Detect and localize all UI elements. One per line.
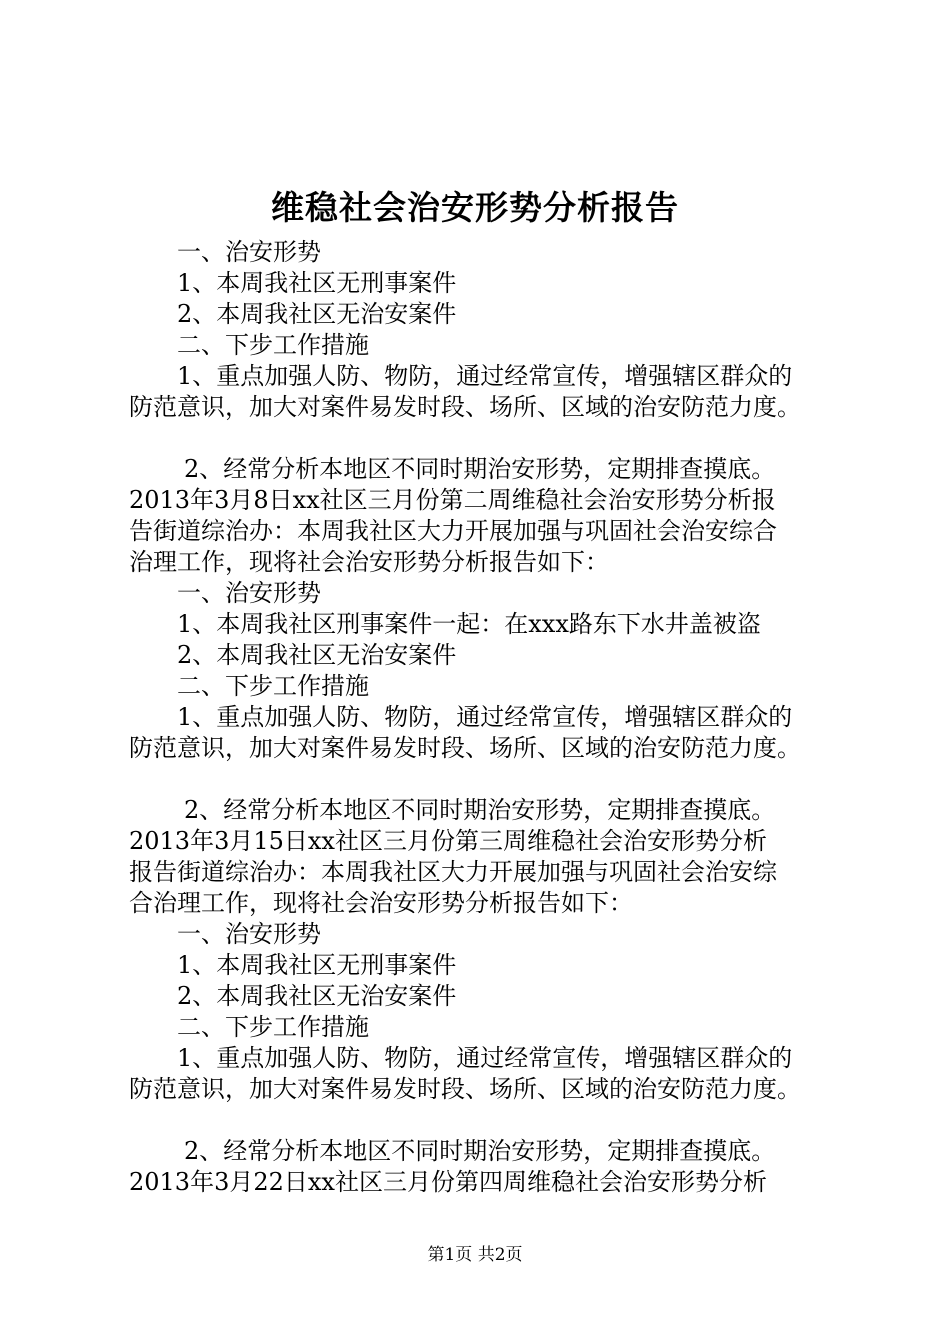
paragraph-line: 2、经常分析本地区不同时期治安形势，定期排查摸底。 (184, 796, 776, 824)
paragraph-line: 2、经常分析本地区不同时期治安形势，定期排查摸底。 (184, 1137, 776, 1165)
paragraph-line: 合治理工作，现将社会治安形势分析报告如下： (129, 889, 633, 917)
paragraph-line: 2013年3月22日xx社区三月份第四周维稳社会治安形势分析 (129, 1168, 767, 1196)
paragraph-line: 1、重点加强人防、物防，通过经常宣传，增强辖区群众的 (177, 703, 793, 731)
list-item: 2、本周我社区无治安案件 (177, 982, 457, 1010)
paragraph-line: 防范意识，加大对案件易发时段、场所、区域的治安防范力度。 (129, 734, 801, 762)
section-heading: 二、下步工作措施 (177, 331, 369, 359)
paragraph-line: 1、重点加强人防、物防，通过经常宣传，增强辖区群众的 (177, 1044, 793, 1072)
list-item: 2、本周我社区无治安案件 (177, 641, 457, 669)
blank-line (129, 764, 834, 795)
paragraph-line: 报告街道综治办：本周我社区大力开展加强与巩固社会治安综 (129, 858, 777, 886)
paragraph-line: 防范意识，加大对案件易发时段、场所、区域的治安防范力度。 (129, 393, 801, 421)
paragraph-line: 治理工作，现将社会治安形势分析报告如下： (129, 548, 609, 576)
paragraph-line: 2013年3月15日xx社区三月份第三周维稳社会治安形势分析 (129, 827, 767, 855)
list-item: 2、本周我社区无治安案件 (177, 300, 457, 328)
document-body (129, 237, 834, 1198)
page-footer: 第1页 共2页 (427, 1245, 523, 1265)
section-heading: 二、下步工作措施 (177, 672, 369, 700)
page-title: 维稳社会治安形势分析报告 (271, 188, 679, 227)
blank-line (129, 1105, 834, 1136)
section-heading: 一、治安形势 (177, 920, 321, 948)
list-item: 1、本周我社区刑事案件一起：在xxx路东下水井盖被盗 (177, 610, 761, 638)
paragraph-line: 告街道综治办：本周我社区大力开展加强与巩固社会治安综合 (129, 517, 777, 545)
list-item: 1、本周我社区无刑事案件 (177, 269, 457, 297)
paragraph-line: 防范意识，加大对案件易发时段、场所、区域的治安防范力度。 (129, 1075, 801, 1103)
section-heading: 二、下步工作措施 (177, 1013, 369, 1041)
blank-line (129, 423, 834, 454)
paragraph-line: 2、经常分析本地区不同时期治安形势，定期排查摸底。 (184, 455, 776, 483)
paragraph-line: 1、重点加强人防、物防，通过经常宣传，增强辖区群众的 (177, 362, 793, 390)
list-item: 1、本周我社区无刑事案件 (177, 951, 457, 979)
paragraph-line: 2013年3月8日xx社区三月份第二周维稳社会治安形势分析报 (129, 486, 776, 514)
section-heading: 一、治安形势 (177, 238, 321, 266)
section-heading: 一、治安形势 (177, 579, 321, 607)
